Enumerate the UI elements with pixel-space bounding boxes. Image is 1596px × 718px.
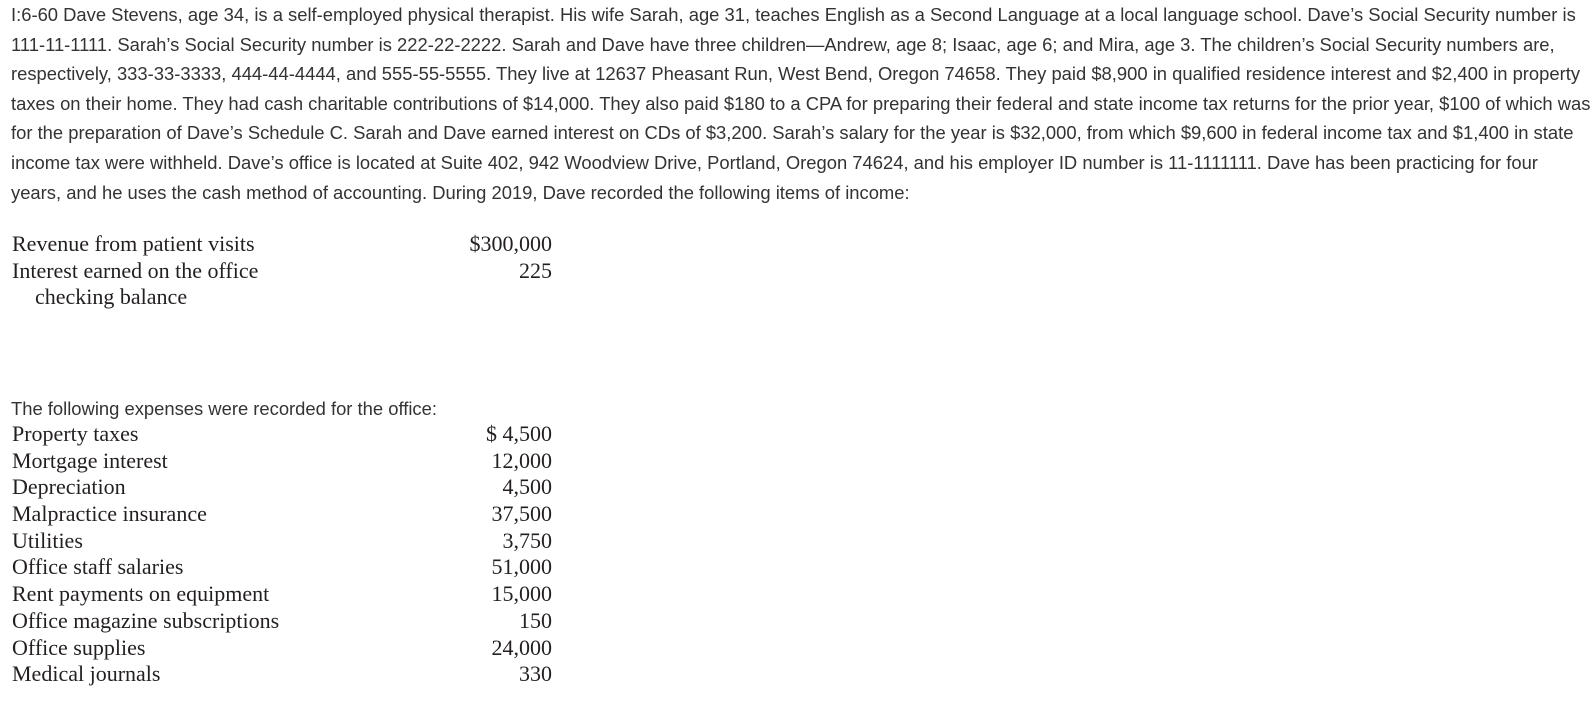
problem-statement: I:6-60 Dave Stevens, age 34, is a self-employed physical therapist. His wife Sarah, age 31, teaches English as a Second Language at a local language school. Dave’s Social Security number is 111-11-1111. Sarah’s Social Security number is 222-22-2222. Sarah and Dave have three children—Andrew, age 8; Isaac, age 6; and Mira, age 3. The children’s Social Security numbers are, respectively, 333-33-3333, 444-44-4444, and 555-55-5555. They live at 12637 Pheasant Run, West Bend, Oregon 74658. They paid $8,900 in qualified residence interest and $2,400 in property taxes on their home. They had cash charitable contributions of $14,000. They also paid $180 to a CPA for preparing their federal and state income tax returns for the prior year, $100 of which was for the preparation of Dave’s Schedule C. Sarah and Dave earned interest on CDs of $3,200. Sarah’s salary for the year is $32,000, from which $9,600 in federal income tax and $1,400 in state income tax were withheld. Dave’s office is located at Suite 402, 942 Woodview Drive, Portland, Oregon 74624, and his employer ID number is 11-1111111. Dave has been practicing for four years, and he uses the cash method of accounting. During 2019, Dave recorded the following items of income:: [11, 4, 1591, 203]
expense-amount: $ 4,500: [486, 421, 552, 446]
expense-row: [12, 448, 552, 475]
expense-row: [12, 474, 552, 501]
income-row: [12, 231, 552, 258]
expense-label: Office staff salaries: [12, 554, 184, 580]
expense-label: Depreciation: [12, 474, 126, 500]
expense-amount: 37,500: [491, 501, 552, 527]
expense-label: Office supplies: [12, 634, 146, 660]
expense-amount: 12,000: [491, 447, 552, 473]
expense-amount: 3,750: [502, 527, 552, 553]
expense-amount: 150: [519, 607, 552, 633]
income-row: [12, 258, 552, 311]
expense-amount: 330: [519, 661, 552, 687]
income-label-continuation: checking balance: [35, 284, 188, 310]
expense-row: [12, 528, 552, 555]
expense-label: Malpractice insurance: [12, 501, 207, 527]
expenses-heading: The following expenses were recorded for the office:: [11, 398, 437, 419]
income-label: Revenue from patient visits: [12, 231, 255, 256]
expense-label: Medical journals: [12, 661, 161, 687]
expense-label: Office magazine subscriptions: [12, 607, 280, 633]
expenses-table: [12, 421, 552, 688]
expense-row: [12, 661, 552, 688]
income-label-line: Interest earned on the office: [12, 257, 259, 283]
expense-row: [12, 635, 552, 662]
income-table: [12, 231, 552, 311]
expense-row: [12, 421, 552, 448]
expense-amount: 15,000: [491, 581, 552, 607]
expense-label: Rent payments on equipment: [12, 581, 270, 607]
expense-row: [12, 554, 552, 581]
expense-row: [12, 608, 552, 635]
expense-amount: 24,000: [491, 634, 552, 660]
income-amount: $300,000: [469, 231, 552, 256]
expense-row: [12, 501, 552, 528]
expense-amount: 4,500: [502, 474, 552, 500]
expense-label: Utilities: [12, 527, 83, 553]
expense-row: [12, 581, 552, 608]
income-amount: 225: [519, 257, 552, 283]
expense-amount: 51,000: [491, 554, 552, 580]
income-label: [12, 258, 258, 311]
expense-label: Mortgage interest: [12, 447, 168, 473]
expense-label: Property taxes: [12, 421, 139, 446]
